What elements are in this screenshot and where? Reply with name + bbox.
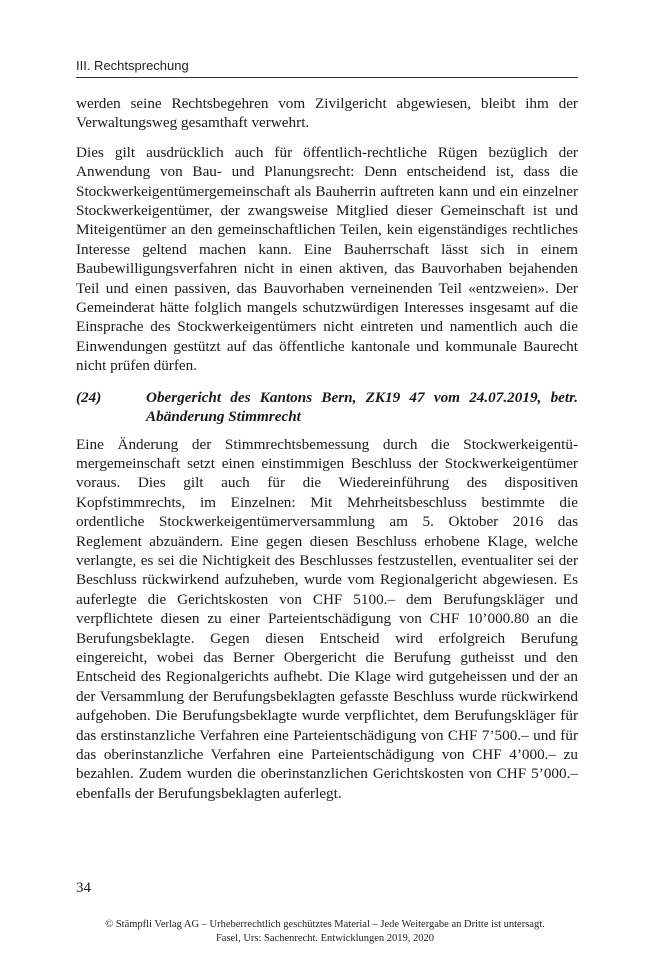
running-title: III. Rechtsprechung [76, 58, 189, 73]
footer-citation-line: Fasel, Urs: Sachenrecht. Entwicklungen 2019, 2020 [215, 932, 435, 944]
running-header [76, 58, 578, 78]
paragraph-2: Dies gilt ausdrücklich auch für öffentlich-rechtliche Rügen bezüglich der Anwendung von Bau- und Planungsrecht: Denn entscheidend ist, dass die Stockwerkeigentümergemeinschaft als Bauherrin auftreten kann und ein einzelner Stockwerkeigentümer, der zwangsweise Mitglied dieser Gemeinschaft ist und Miteigentümer an den gemeinschaftlichen Teilen, kein eigenständiges rechtliches Interesse geltend machen kann. Eine Bauherrschaft lässt sich in einem Baubewilligungsverfahren nicht in einen aktiven, das Bauvorhaben bejahenden Teil und einen passiven, das Bauvorhaben verneinenden Teil «entzweien». Der Gemeinderat hätte folglich mangels schutzwürdigen Interesses insgesamt auf die Einsprache des Stockwerkeigentümers nicht eintreten und namentlich auch die Einwendungen gestützt auf das öffentliche kantonale und kommunale Baurecht nicht prüfen dürfen. [76, 143, 578, 375]
paragraph-3: Eine Änderung der Stimmrechtsbemessung durch die Stockwerkeigentümergemeinschaft setzt einen einstimmigen Beschluss der Stockwerkeigentümer voraus. Dies gilt auch für die Wiedereinführung des dispositiven Kopfstimmrechts, im Einzelnen: Mit Mehrheitsbeschluss bestimmte die ordentliche Stockwerkeigentümerversammlung am 5. Oktober 2016 das Reglement abzuändern. Eine gegen diesen Beschluss erhobene Klage, welche verlangte, es sei die Nichtigkeit des Beschlusses festzustellen, eventualiter sei der Beschluss rückwirkend aufzuheben, wurde vom Regionalgericht abgewiesen. Es auferlegte die Gerichtskosten von CHF 5100.– dem Berufungskläger und verpflichtete diesen zu einer Parteientschädigung von CHF 10’000.80 an die Berufungsbeklagte. Gegen diesen Entscheid wird erfolgreich Berufung eingereicht, wobei das Berner Obergericht die Berufung gutheisst und den Entscheid des Regionalgerichts aufhebt. Die Klage wird gutgeheissen und der an der Versammlung der Berufungsbeklagten gefasste Beschluss wurde rückwirkend aufgehoben. Die Berufungsbeklagte wurde verpflichtet, dem Berufungskläger für das erstinstanzliche Verfahren eine Parteientschädigung von CHF 7’500.– und für das oberinstanzliche Verfahren eine Parteientschädigung von CHF 4’000.– zu bezahlen. Zudem wurden die oberinstanzlichen Gerichtskosten von CHF 5’000.– ebenfalls der Berufungsbeklagten auferlegt. [76, 435, 578, 802]
case-title: Obergericht des Kantons Bern, ZK19 47 vom 24.07.2019, betr. Abänderung Stimmrecht [146, 388, 578, 426]
paragraph-1: werden seine Rechtsbegehren vom Zivilgericht abgewiesen, bleibt ihm der Verwaltungsweg gesamthaft verwehrt. [76, 95, 578, 132]
case-number: (24) [76, 388, 102, 406]
footer-copyright-line: © Stämpfli Verlag AG – Urheberrechtlich geschütztes Material – Jede Weitergabe an Dritte ist untersagt. [105, 919, 545, 930]
page-number: 34 [76, 880, 91, 896]
case-heading [76, 388, 578, 427]
page-body [76, 94, 578, 813]
copyright-footer [0, 918, 650, 945]
